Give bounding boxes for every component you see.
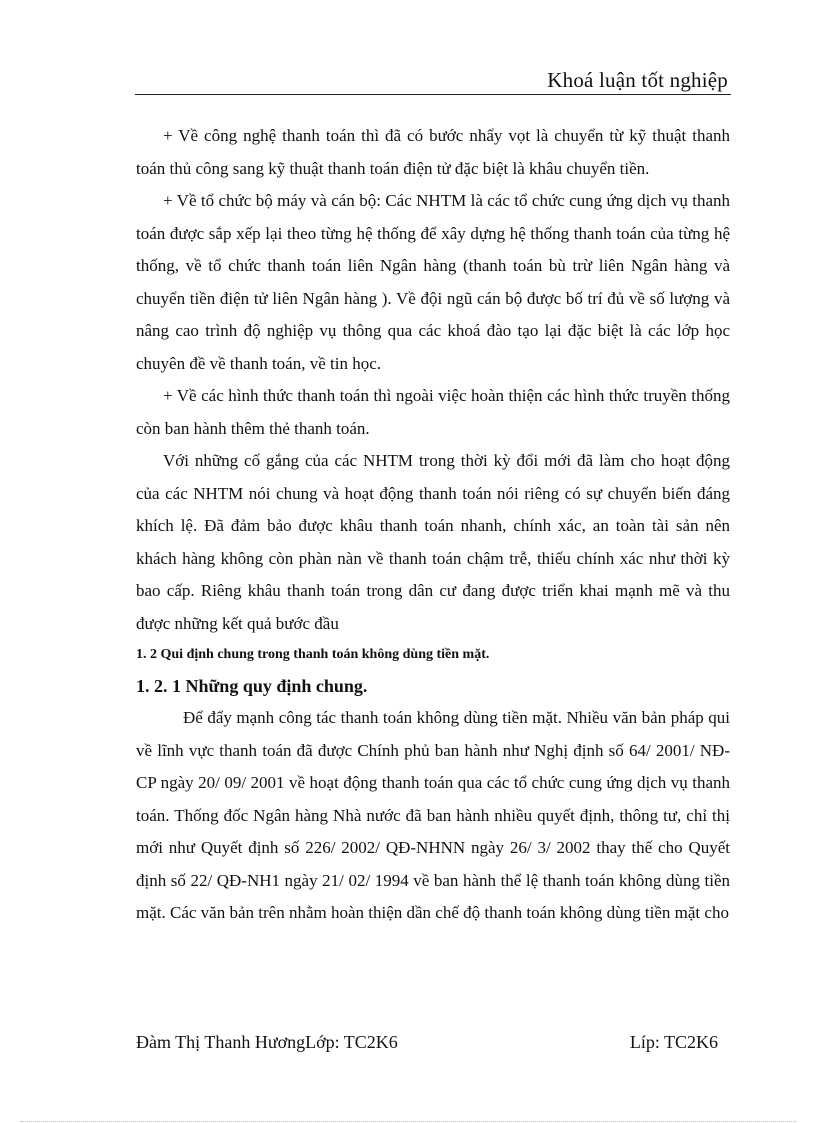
subsection-heading: 1. 2. 1 Những quy định chung. xyxy=(136,676,368,696)
footer-class: Líp: TC2K6 xyxy=(629,1032,718,1052)
paragraph-technology: + Về công nghệ thanh toán thì đã có bước nhẩy vọt là chuyển từ kỹ thuật thanh toán thủ công sang kỹ thuật thanh toán điện tử đặc biệt là khâu chuyển tiền. xyxy=(136,126,730,178)
body-text xyxy=(136,120,730,930)
paragraph-regulations: Để đẩy mạnh công tác thanh toán không dùng tiền mặt. Nhiều văn bản pháp qui về lĩnh vực thanh toán đã được Chính phủ ban hành như Nghị định số 64/ 2001/ NĐ-CP ngày 20/ 09/ 2001 về hoạt động thanh toán qua các tổ chức cung ứng dịch vụ thanh toán. Thống đốc Ngân hàng Nhà nước đã ban hành nhiều quyết định, thông tư, chỉ thị mới như Quyết định số 226/ 2002/ QĐ-NHNN ngày 26/ 3/ 2002 thay thế cho Quyết định số 22/ QĐ-NH1 ngày 21/ 02/ 1994 về ban hành thể lệ thanh toán không dùng tiền mặt. Các văn bản trên nhằm hoàn thiện dần chế độ thanh toán không dùng tiền mặt cho xyxy=(136,708,730,922)
footer-author: Đàm Thị Thanh HươngLớp: TC2K6 xyxy=(136,1032,398,1052)
section-heading: 1. 2 Qui định chung trong thanh toán không dùng tiền mặt. xyxy=(136,647,490,662)
paragraph-organization: + Về tổ chức bộ máy và cán bộ: Các NHTM là các tổ chức cung ứng dịch vụ thanh toán được sắp xếp lại theo từng hệ thống để xây dựng hệ thống thanh toán của từng hệ thống, về tổ chức thanh toán liên Ngân hàng (thanh toán bù trừ liên Ngân hàng và chuyển tiền điện tử liên Ngân hàng ). Về đội ngũ cán bộ được bố trí đủ về số lượng và nâng cao trình độ nghiệp vụ thông qua các khoá đào tạo lại đặc biệt là các lớp học chuyên đề về thanh toán, về tin học. xyxy=(136,191,730,373)
page-footer xyxy=(136,1032,718,1053)
header-rule xyxy=(135,94,731,95)
page-bottom-divider xyxy=(20,1121,796,1122)
paragraph-efforts: Với những cố gắng của các NHTM trong thời kỳ đổi mới đã làm cho hoạt động của các NHTM nói chung và hoạt động thanh toán nói riêng có sự chuyển biến đáng khích lệ. Đã đảm bảo được khâu thanh toán nhanh, chính xác, an toàn tài sản nên khách hàng không còn phàn nàn về thanh toán chậm trễ, thiếu chính xác như thời kỳ bao cấp. Riêng khâu thanh toán trong dân cư đang được triển khai mạnh mẽ và thu được những kết quả bước đầu xyxy=(136,451,730,633)
header-title: Khoá luận tốt nghiệp xyxy=(547,68,728,92)
paragraph-payment-forms: + Về các hình thức thanh toán thì ngoài việc hoàn thiện các hình thức truyền thống còn ban hành thêm thẻ thanh toán. xyxy=(136,386,730,438)
